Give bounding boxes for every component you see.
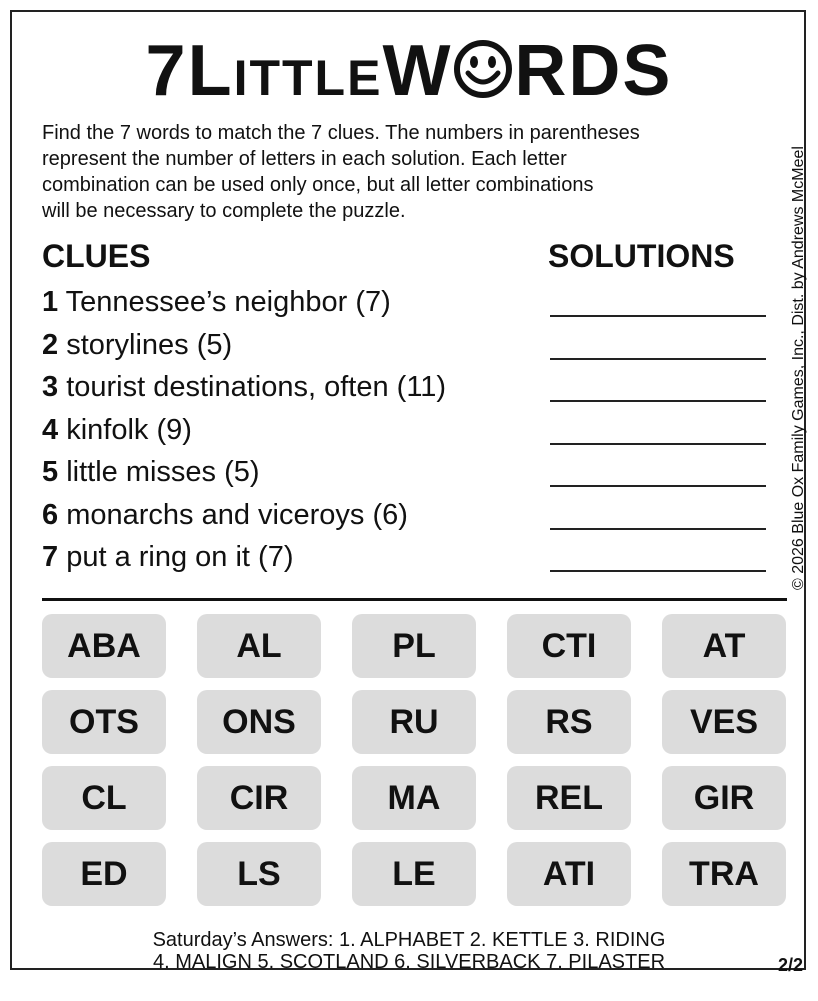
section-divider — [42, 598, 787, 601]
letter-tile[interactable]: MA — [352, 766, 476, 830]
letter-tile[interactable]: CL — [42, 766, 166, 830]
clue-text: put a ring on it (7) — [58, 541, 294, 573]
letter-tile[interactable]: OTS — [42, 690, 166, 754]
letter-tile[interactable]: ATI — [507, 842, 631, 906]
clues-header: CLUES — [42, 238, 151, 274]
solution-blank[interactable] — [550, 528, 766, 530]
solution-blank[interactable] — [550, 315, 766, 317]
clue-text: storylines (5) — [58, 328, 233, 361]
clue-number: 2 — [42, 328, 59, 361]
clue-row — [42, 411, 782, 454]
letter-tile[interactable]: RS — [507, 690, 631, 754]
letter-tile[interactable]: LE — [352, 842, 476, 906]
title-number: 7 — [145, 31, 188, 111]
letter-tile[interactable]: CIR — [197, 766, 321, 830]
clue-number: 6 — [42, 498, 59, 531]
clue-list — [42, 283, 782, 581]
letter-tile[interactable]: PL — [352, 614, 476, 678]
answers-line: 4. MALIGN 5. SCOTLAND 6. SILVERBACK 7. PILASTER — [152, 951, 666, 973]
clue-text: little misses (5) — [58, 456, 260, 488]
instructions-line: represent the number of letters in each solution. Each letter — [42, 148, 567, 170]
clue-number: 4 — [42, 413, 59, 446]
letter-tile[interactable]: GIR — [662, 766, 786, 830]
letter-tile[interactable]: ED — [42, 842, 166, 906]
clue-text: kinfolk (9) — [58, 413, 192, 446]
letter-tile[interactable]: ABA — [42, 614, 166, 678]
smiley-face-icon — [453, 39, 513, 99]
letter-tile[interactable]: AT — [662, 614, 786, 678]
title-w: W — [382, 31, 453, 111]
letter-tile[interactable]: REL — [507, 766, 631, 830]
clue-number: 5 — [42, 456, 59, 488]
previous-answers — [0, 929, 818, 973]
solutions-header: SOLUTIONS — [548, 238, 735, 274]
clue-row — [42, 496, 782, 539]
clue-number: 1 — [42, 286, 59, 318]
letter-tile[interactable]: CTI — [507, 614, 631, 678]
title-rds: RDS — [514, 31, 673, 111]
instructions-line: combination can be used only once, but all letter combinations — [42, 174, 594, 196]
solution-blank[interactable] — [550, 443, 766, 445]
puzzle-title — [0, 26, 818, 116]
answers-line: Saturday’s Answers: 1. ALPHABET 2. KETTLE 3. RIDING — [152, 929, 666, 951]
title-little: Little — [187, 31, 383, 111]
copyright-notice: © 2026 Blue Ox Family Games, Inc., Dist. by Andrews McMeel — [790, 146, 807, 590]
letter-tile[interactable]: LS — [197, 842, 321, 906]
clue-number: 3 — [42, 371, 59, 403]
solution-blank[interactable] — [550, 400, 766, 402]
solution-blank[interactable] — [550, 570, 766, 572]
clue-text: monarchs and viceroys (6) — [58, 498, 408, 531]
letter-tile[interactable]: TRA — [662, 842, 786, 906]
clue-text: tourist destinations, often (11) — [58, 371, 447, 403]
clue-number: 7 — [42, 541, 59, 573]
solution-blank[interactable] — [550, 485, 766, 487]
instructions-line: will be necessary to complete the puzzle. — [42, 200, 406, 222]
clue-row — [42, 283, 782, 326]
letter-tile[interactable]: AL — [197, 614, 321, 678]
letter-tile[interactable]: ONS — [197, 690, 321, 754]
letter-tile[interactable]: VES — [662, 690, 786, 754]
clue-row — [42, 368, 782, 411]
clue-row — [42, 326, 782, 369]
clue-row — [42, 538, 782, 581]
puzzle-date: 2/2 — [778, 955, 804, 975]
clue-row — [42, 453, 782, 496]
solution-blank[interactable] — [550, 358, 766, 360]
letter-tile[interactable]: RU — [352, 690, 476, 754]
clue-text: Tennessee’s neighbor (7) — [58, 286, 391, 318]
instructions — [42, 120, 792, 224]
instructions-line: Find the 7 words to match the 7 clues. The numbers in parentheses — [42, 122, 640, 144]
